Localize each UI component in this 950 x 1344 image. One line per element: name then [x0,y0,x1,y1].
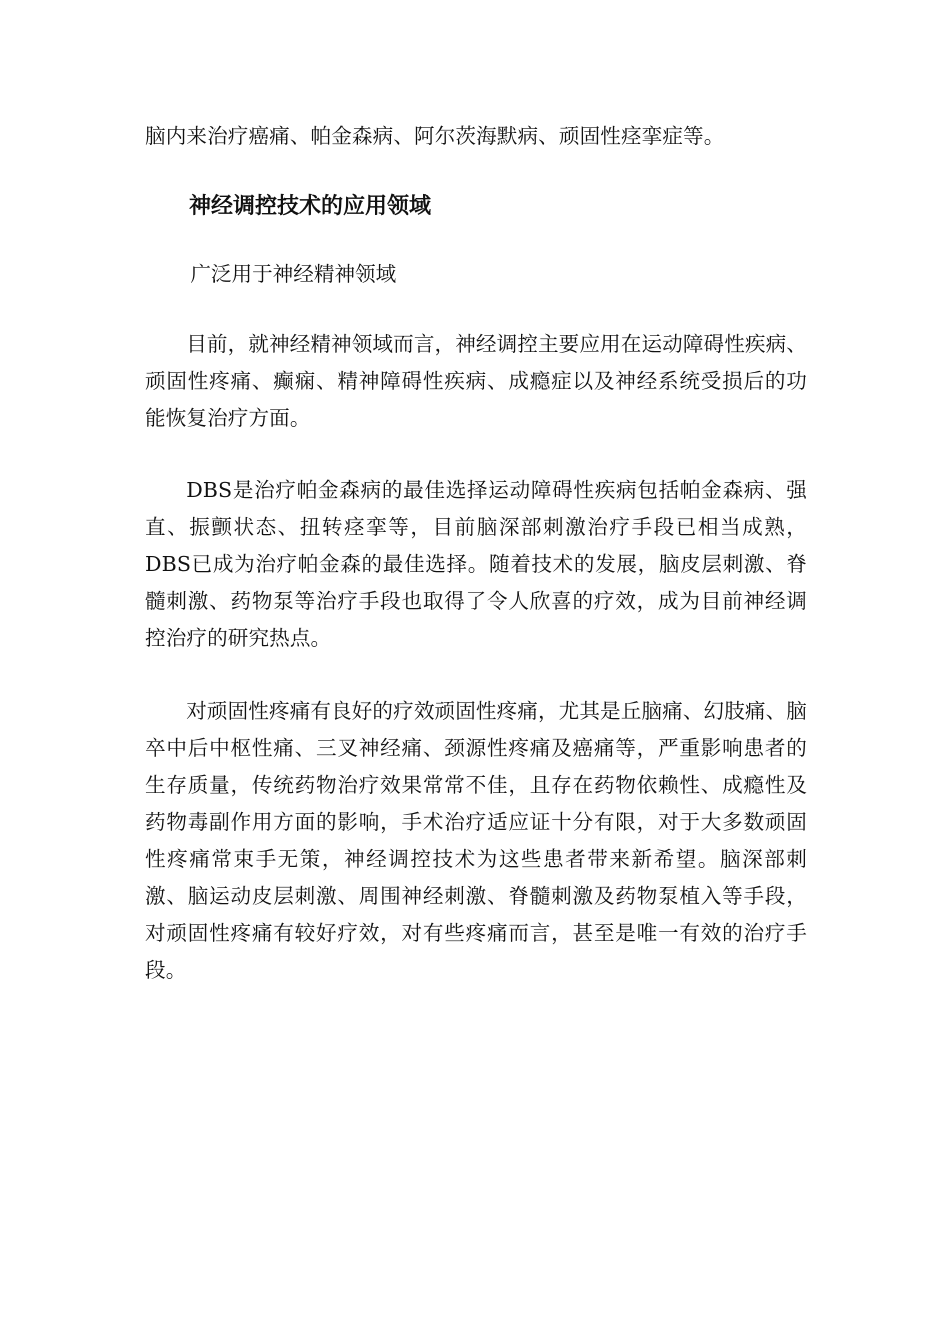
document-body [145,118,807,989]
paragraph-pain: 对顽固性疼痛有良好的疗效顽固性疼痛，尤其是丘脑痛、幻肢痛、脑卒中后中枢性痛、三叉神经痛、颈源性疼痛及癌痛等，严重影响患者的生存质量，传统药物治疗效果常常不佳，且存在药物依赖性、成瘾性及药物毒副作用方面的影响，手术治疗适应证十分有限，对于大多数顽固性疼痛常束手无策，神经调控技术为这些患者带来新希望。脑深部刺激、脑运动皮层刺激、周围神经刺激、脊髓刺激及药物泵植入等手段，对顽固性疼痛有较好疗效，对有些疼痛而言，甚至是唯一有效的治疗手段。 [145,699,807,982]
paragraph-overview: 目前，就神经精神领域而言，神经调控主要应用在运动障碍性疾病、顽固性疼痛、癫痫、精神障碍性疾病、成瘾症以及神经系统受损后的功能恢复治疗方面。 [145,332,807,430]
section-heading: 神经调控技术的应用领域 [189,194,432,219]
sub-heading: 广泛用于神经精神领域 [190,262,397,286]
paragraph-dbs: DBS是治疗帕金森病的最佳选择运动障碍性疾病包括帕金森病、强直、振颤状态、扭转痉挛等，目前脑深部刺激治疗手段已相当成熟，DBS已成为治疗帕金森的最佳选择。随着技术的发展，脑皮层刺激、脊髓刺激、药物泵等治疗手段也取得了令人欣喜的疗效，成为目前神经调控治疗的研究热点。 [145,478,807,650]
continuation-text: 脑内来治疗癌痛、帕金森病、阿尔茨海默病、顽固性痉挛症等。 [145,124,725,148]
